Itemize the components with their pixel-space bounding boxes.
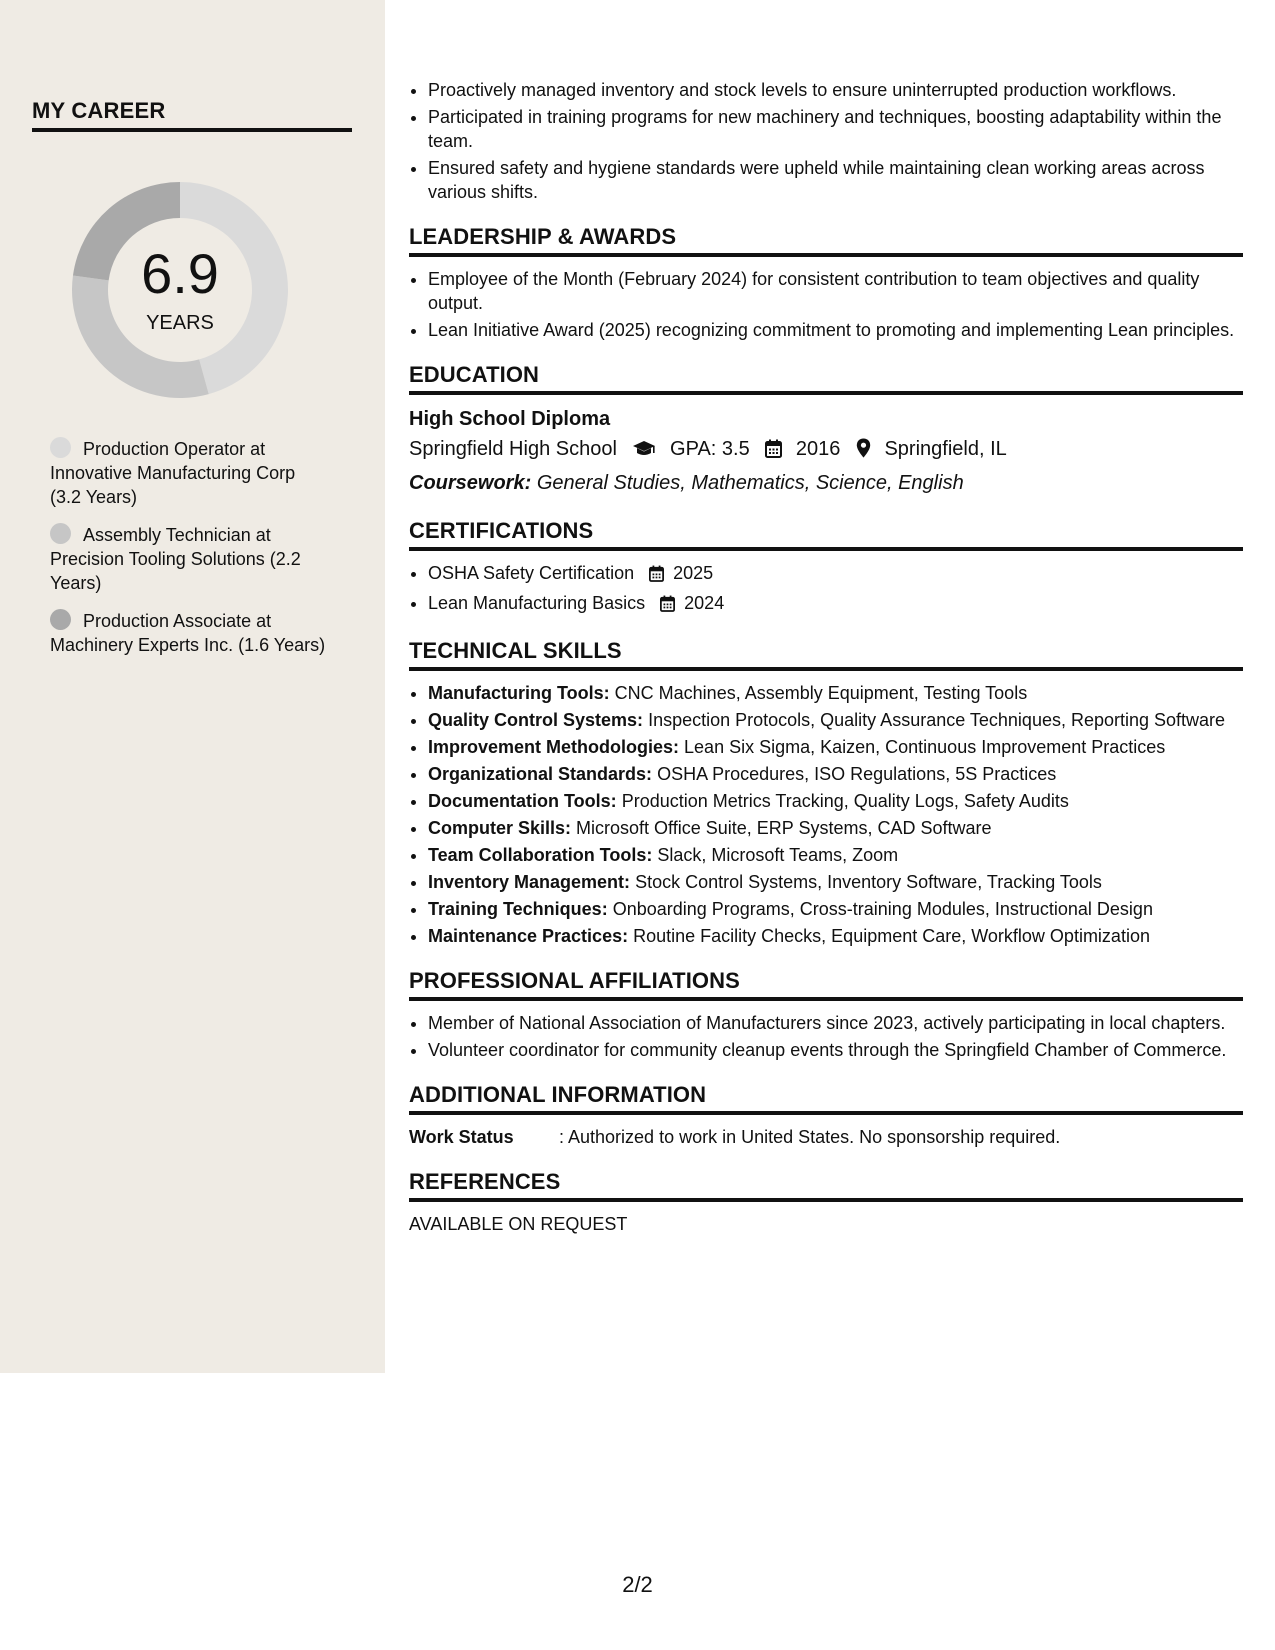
career-legend xyxy=(50,437,330,671)
skill-label: Computer Skills: xyxy=(428,818,572,838)
affiliations-section xyxy=(409,968,1243,1062)
skill-item xyxy=(428,735,1243,759)
calendar-icon xyxy=(649,564,664,588)
skill-value: OSHA Procedures, ISO Regulations, 5S Practices xyxy=(657,764,1057,784)
education-details xyxy=(409,433,1243,468)
sidebar xyxy=(0,0,385,1373)
total-years-unit: YEARS xyxy=(146,312,214,334)
references-section xyxy=(409,1169,1243,1236)
skill-label: Team Collaboration Tools: xyxy=(428,845,653,865)
total-years-value: 6.9 xyxy=(141,242,219,305)
list-item: • Proactively managed inventory and stock levels to ensure uninterrupted production workflows. xyxy=(428,78,1243,102)
skill-value: Microsoft Office Suite, ERP Systems, CAD Software xyxy=(576,818,992,838)
cert-year: 2025 xyxy=(673,563,714,583)
career-title: MY CAREER xyxy=(32,98,352,132)
section-title: PROFESSIONAL AFFILIATIONS xyxy=(409,968,1243,1001)
legend-dot-icon xyxy=(50,437,71,458)
skill-item xyxy=(428,897,1243,921)
skill-item xyxy=(428,681,1243,705)
page-number: 2/2 xyxy=(622,1572,653,1597)
certifications-section xyxy=(409,518,1243,618)
skill-value: CNC Machines, Assembly Equipment, Testing Tools xyxy=(614,683,1028,703)
skill-item xyxy=(428,870,1243,894)
list-item: • Employee of the Month (February 2024) for consistent contribution to team objectives and quality output. xyxy=(428,267,1243,315)
list-item: • Participated in training programs for new machinery and techniques, boosting adaptability within the team. xyxy=(428,105,1243,153)
work-status-row xyxy=(409,1125,1243,1149)
section-title: CERTIFICATIONS xyxy=(409,518,1243,551)
coursework xyxy=(409,468,1243,498)
work-status-label: Work Status xyxy=(409,1127,514,1147)
career-donut-chart xyxy=(64,174,296,406)
list-item xyxy=(428,561,1243,588)
skill-item xyxy=(428,924,1243,948)
skills-section xyxy=(409,638,1243,948)
legend-item-role-3 xyxy=(50,609,330,657)
legend-dot-icon xyxy=(50,609,71,630)
gpa: GPA: 3.5 xyxy=(670,438,750,460)
role-text: Production Associate at Machinery Experts Inc. (1.6 Years) xyxy=(50,611,326,655)
skill-item xyxy=(428,762,1243,786)
legend-item-role-1 xyxy=(50,437,330,509)
additional-info-section xyxy=(409,1082,1243,1149)
skill-value: Onboarding Programs, Cross-training Modules, Instructional Design xyxy=(612,899,1153,919)
skill-value: Lean Six Sigma, Kaizen, Continuous Improvement Practices xyxy=(684,737,1166,757)
list-item: • Volunteer coordinator for community cleanup events through the Springfield Chamber of Commerce. xyxy=(428,1038,1243,1062)
references-text: AVAILABLE ON REQUEST xyxy=(409,1214,628,1234)
skill-label: Documentation Tools: xyxy=(428,791,617,811)
skill-label: Organizational Standards: xyxy=(428,764,653,784)
skill-label: Training Techniques: xyxy=(428,899,608,919)
degree: High School Diploma xyxy=(409,408,611,430)
main-content xyxy=(409,78,1243,1236)
skill-value: Production Metrics Tracking, Quality Logs, Safety Audits xyxy=(621,791,1069,811)
calendar-icon xyxy=(765,436,782,468)
list-item: • Lean Initiative Award (2025) recognizing commitment to promoting and implementing Lean principles. xyxy=(428,318,1243,342)
role-text: Production Operator at Innovative Manufacturing Corp (3.2 Years) xyxy=(50,439,296,507)
section-title: LEADERSHIP & AWARDS xyxy=(409,224,1243,257)
leadership-section xyxy=(409,224,1243,342)
skill-label: Quality Control Systems: xyxy=(428,710,644,730)
role-text: Assembly Technician at Precision Tooling Solutions (2.2 Years) xyxy=(50,525,301,593)
skill-item xyxy=(428,843,1243,867)
calendar-icon xyxy=(660,594,675,618)
cert-name: Lean Manufacturing Basics xyxy=(428,593,646,613)
skill-item xyxy=(428,708,1243,732)
graduation-year: 2016 xyxy=(795,438,841,460)
experience-bullets xyxy=(409,78,1243,204)
skill-item xyxy=(428,789,1243,813)
legend-dot-icon xyxy=(50,523,71,544)
list-item: • Ensured safety and hygiene standards were upheld while maintaining clean working areas across various shifts. xyxy=(428,156,1243,204)
skill-label: Improvement Methodologies: xyxy=(428,737,680,757)
list-item: • Member of National Association of Manufacturers since 2023, actively participating in local chapters. xyxy=(428,1011,1243,1035)
skill-label: Maintenance Practices: xyxy=(428,926,629,946)
list-item xyxy=(428,591,1243,618)
location-pin-icon xyxy=(856,436,871,468)
skill-value: Slack, Microsoft Teams, Zoom xyxy=(657,845,899,865)
section-title: EDUCATION xyxy=(409,362,1243,395)
cert-name: OSHA Safety Certification xyxy=(428,563,635,583)
skill-label: Inventory Management: xyxy=(428,872,631,892)
legend-item-role-2 xyxy=(50,523,330,595)
graduation-cap-icon xyxy=(632,436,656,468)
school-location: Springfield, IL xyxy=(884,438,1007,460)
skill-label: Manufacturing Tools: xyxy=(428,683,610,703)
skill-value: Routine Facility Checks, Equipment Care, Workflow Optimization xyxy=(633,926,1150,946)
coursework-label: Coursework: xyxy=(409,472,532,494)
section-title: REFERENCES xyxy=(409,1169,1243,1202)
school-name: Springfield High School xyxy=(409,438,617,460)
skill-value: Stock Control Systems, Inventory Software, Tracking Tools xyxy=(635,872,1102,892)
work-status-value: : Authorized to work in United States. No sponsorship required. xyxy=(559,1127,1061,1147)
coursework-list: General Studies, Mathematics, Science, English xyxy=(536,472,964,494)
skill-value: Inspection Protocols, Quality Assurance Techniques, Reporting Software xyxy=(648,710,1226,730)
cert-year: 2024 xyxy=(684,593,725,613)
section-title: ADDITIONAL INFORMATION xyxy=(409,1082,1243,1115)
education-section xyxy=(409,362,1243,498)
section-title: TECHNICAL SKILLS xyxy=(409,638,1243,671)
skill-item xyxy=(428,816,1243,840)
